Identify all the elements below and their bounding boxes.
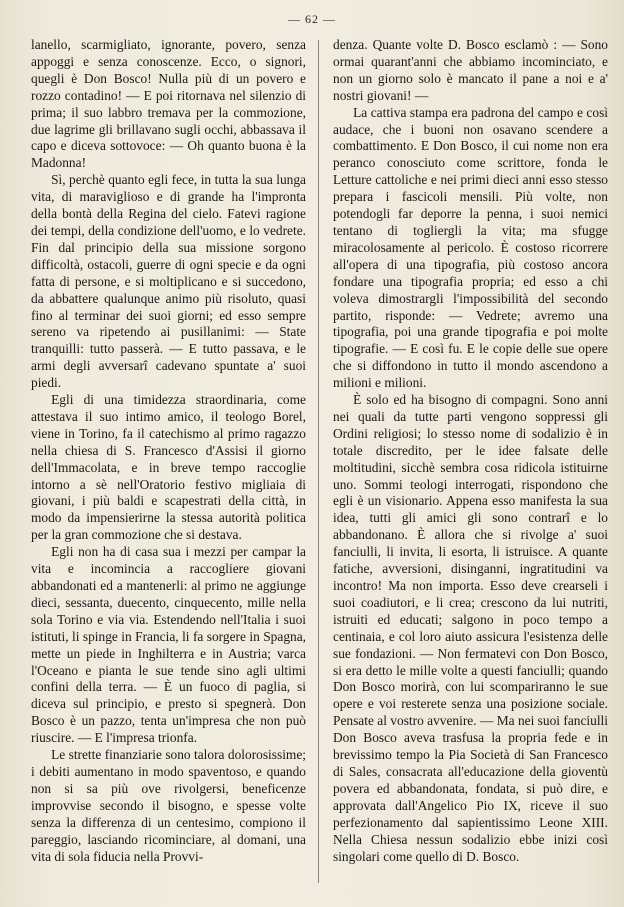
left-column bbox=[31, 37, 306, 865]
paragraph: Egli di una timidezza straordinaria, come attestava il suo intimo amico, il teologo Borel, viene in Torino, fa il catechismo al primo ragazzo nella chiesa di S. Francesco d'Assisi il giorno dell'Immacolata, e in breve tempo raccoglie intorno a sè nell'Oratorio festivo migliaia di giovani, i più baldi e scapestrati della città, in modo da impensierirne la stessa autorità politica per la gran commozione che si destava. bbox=[31, 392, 306, 543]
paragraph: Sì, perchè quanto egli fece, in tutta la sua lunga vita, di maraviglioso e di grande ha l'impronta della bontà della Regina del cielo. Fatevi ragione dei tempi, della condizione dell'uomo, e lo vedrete. Fin dal principio della sua missione sorgono difficoltà, ostacoli, guerre di ogni specie e da ogni fatta di persone, e si moltiplicano e si succedono, da abbattere qualunque animo più risoluto, quasi fino al terminar dei suoi giorni; ed esso sempre sereno va ripetendo ai pusillanimi: — State tranquilli: tutto passerà. — E tutto passava, e le armi degli avversarî cadevano spuntate a' suoi piedi. bbox=[31, 172, 306, 391]
paragraph: È solo ed ha bisogno di compagni. Sono anni nei quali da tutte parti vengono soppressi gli Ordini religiosi; lo stesso nome di sodalizio è in totale discredito, per le idee falsate delle moltitudini, sicchè sembra cosa ridicola istituirne uno. Sommi teologi interrogati, rispondono che egli è un visionario. Appena esso manifesta la sua idea, tutti gli amici gli sono contrarî e lo abbandonano. È allora che si rivolge a' suoi fanciulli, li invita, li esorta, li istruisce. A quante fatiche, avversioni, disinganni, ingratitudini va incontro! Ma non importa. Esso deve crearseli i suoi coadiutori, e li crea; crescono da lui nutriti, istruiti ed educati; salgono in poco tempo a centinaia, e col loro aiuto assicura l'esistenza delle sue fondazioni. — Non fermatevi con Don Bosco, si era detto le mille volte a questi fanciulli; quando Don Bosco morirà, con lui scompariranno le sue opere e voi resterete senza una posizione sociale. Pensate al vostro avvenire. — Ma nei suoi fanciulli Don Bosco aveva trasfusa la propria fede e in brevissimo tempo la Pia Società di San Francesco di Sales, consacrata all'educazione della gioventù povera ed abbandonata, fondata, si può dire, e approvata dall'Angelico Pio IX, riceve il suo perfezionamento dal sapientissimo Leone XIII. Nella Chiesa nessun sodalizio ebbe inizi così singolari come quello di D. Bosco. bbox=[333, 392, 608, 864]
paragraph: denza. Quante volte D. Bosco esclamò : — Sono ormai quarant'anni che abbiamo incominciato, e non un giorno solo è mancato il pane a noi e a' nostri giovani! — bbox=[333, 37, 608, 103]
paragraph: Egli non ha di casa sua i mezzi per campar la vita e incomincia a raccogliere giovani abbandonati ed a mantenerli: al primo ne aggiunge dieci, sessanta, duecento, cinquecento, mille nella sola Torino e via via. Estendendo nell'Italia i suoi istituti, li spinge in Francia, li fa sorgere in Spagna, mette un piede in Inghilterra e in Austria; varca l'Oceano e pianta le sue tende sino agli ultimi confini della terra. — È un fuoco di paglia, si diceva sul principio, e presto si spegnerà. Don Bosco è un pazzo, tenta un'impresa che non può riuscire. — E l'impresa trionfa. bbox=[31, 544, 306, 746]
right-column bbox=[333, 37, 608, 865]
page-number: — 62 — bbox=[288, 12, 336, 26]
column-divider bbox=[318, 40, 319, 883]
paragraph: lanello, scarmigliato, ignorante, povero, senza appoggi e senza conoscenze. Ecco, o signori, quegli è Don Bosco! Nulla più di un povero e rozzo contadino! — E poi ritornava nel silenzio di prima; il suo labbro tremava per la commozione, due lagrime gli brillavano sugli occhi, abbassava il capo e diceva sottovoce: — Oh quanto buona è la Madonna! bbox=[31, 37, 306, 171]
paragraph: Le strette finanziarie sono talora dolorosissime; i debiti aumentano in modo spaventoso, e quando non si sa più ove rivolgersi, beneficenze improvvise secondo il bisogno, e spesse volte senza la differenza di un centesimo, compiono il pareggio, lasciando ricominciare, al domani, una vita di sola fiducia nella Provvi- bbox=[31, 747, 306, 864]
paragraph: La cattiva stampa era padrona del campo e così audace, che i buoni non osavano scendere a combattimento. E Don Bosco, il cui nome non era peranco conosciuto come scrittore, fonda le Letture cattoliche e nei primi dieci anni esso stesso prepara i fascicoli mensili. Più volte, non potendogli far deporre la penna, i suoi nemici tentano di togliergli la vita; ma sfugge miracolosamente al pericolo. È costoso ricorrere all'opera di una tipografia, più costoso ancora fondare una tipografia propria; ed esso a chi voleva dimostrargli l'impossibilità del secondo partito, risponde: — Vedrete; avremo una tipografia, poi una grande tipografia e poi molte tipografie. — E così fu. E le copie delle sue opere che si diffondono in tutto il mondo ascendono a milioni e milioni. bbox=[333, 104, 608, 391]
